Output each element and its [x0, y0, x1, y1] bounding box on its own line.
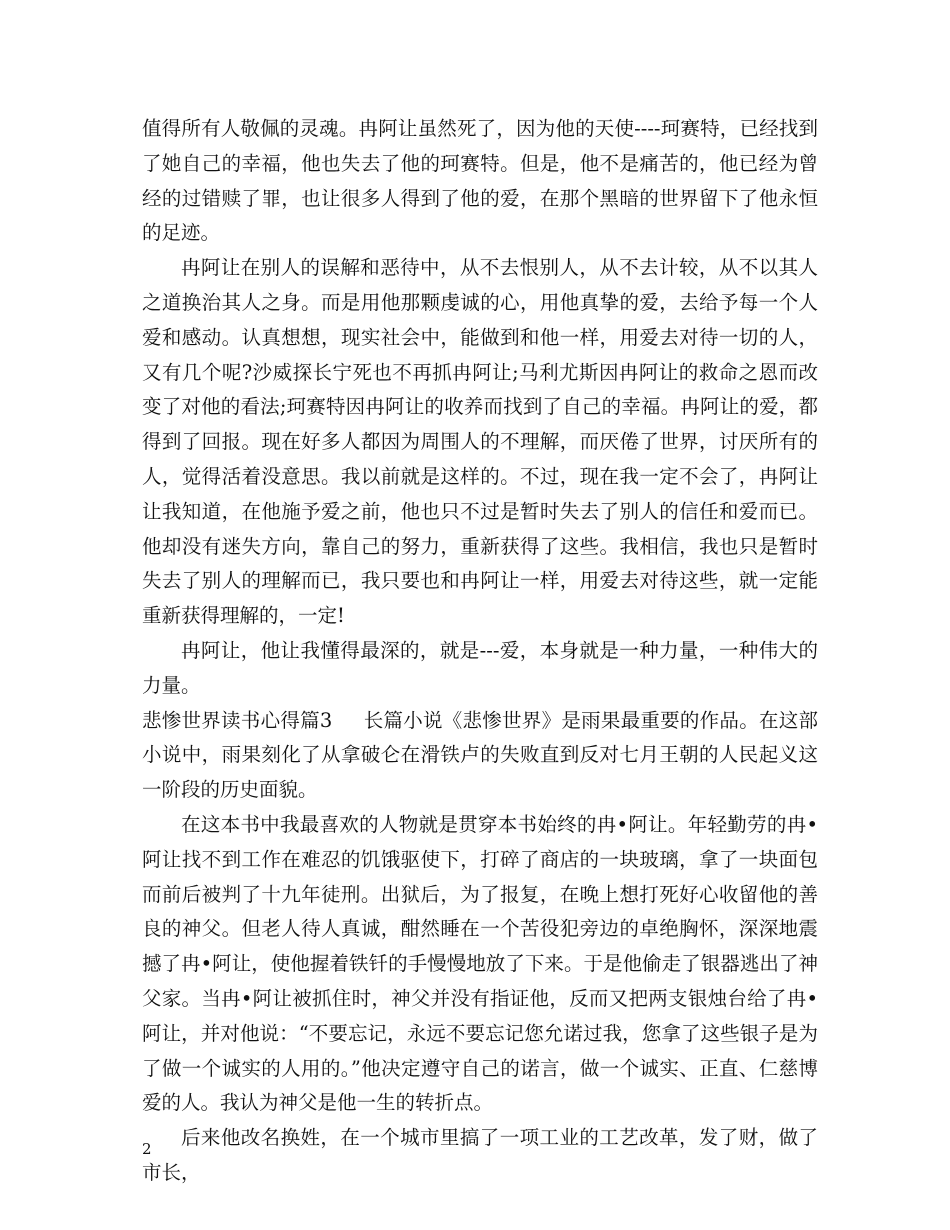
section-heading: 悲惨世界读书心得篇3 — [142, 708, 333, 732]
section-intro-text: 长篇小说《悲惨世界》是雨果最重要的作品。在这部小说中，雨果刻化了从拿破仑在滑铁卢的失败直到反对七月王朝的人民起义这一阶段的历史面貌。 — [142, 708, 818, 802]
paragraph-5: 后来他改名换姓，在一个城市里搞了一项工业的工艺改革，发了财，做了市长， — [142, 1126, 818, 1184]
section-3-paragraph — [142, 704, 818, 808]
paragraph-4: 在这本书中我最喜欢的人物就是贯穿本书始终的冉•阿让。年轻勤劳的冉•阿让找不到工作在难忍的饥饿驱使下，打碎了商店的一块玻璃，拿了一块面包而前后被判了十九年徒刑。出狱后，为了报复，在晚上想打死好心收留他的善良的神父。但老人待人真诚，酣然睡在一个苦役犯旁边的卓绝胸怀，深深地震撼了冉•阿让，使他握着铁钎的手慢慢地放了下来。于是他偷走了银器逃出了神父家。当冉•阿让被抓住时，神父并没有指证他，反而又把两支银烛台给了冉•阿让，并对他说：“不要忘记，永远不要忘记您允诺过我，您拿了这些银子是为了做一个诚实的人用的。”他决定遵守自己的诺言，做一个诚实、正直、仁慈博爱的人。我认为神父是他一生的转折点。 — [142, 812, 818, 1115]
paragraph-3: 冉阿让，他让我懂得最深的，就是---爱，本身就是一种力量，一种伟大的力量。 — [142, 638, 818, 697]
paragraph-1: 值得所有人敬佩的灵魂。冉阿让虽然死了，因为他的天使----珂赛特，已经找到了她自己的幸福，他也失去了他的珂赛特。但是，他不是痛苦的，他已经为曾经的过错赎了罪，也让很多人得到了他的爱，在那个黑暗的世界留下了他永恒的足迹。 — [142, 117, 818, 245]
document-body — [142, 112, 818, 1191]
page-number: 2 — [142, 1140, 152, 1158]
paragraph-2: 冉阿让在别人的误解和恶待中，从不去恨别人，从不去计较，从不以其人之道换治其人之身。而是用他那颗虔诚的心，用他真挚的爱，去给予每一个人爱和感动。认真想想，现实社会中，能做到和他一样，用爱去对待一切的人，又有几个呢?沙威探长宁死也不再抓冉阿让;马利尤斯因冉阿让的救命之恩而改变了对他的看法;珂赛特因冉阿让的收养而找到了自己的幸福。冉阿让的爱，都得到了回报。现在好多人都因为周围人的不理解，而厌倦了世界，讨厌所有的人，觉得活着没意思。我以前就是这样的。不过，现在我一定不会了，冉阿让让我知道，在他施予爱之前，他也只不过是暂时失去了别人的信任和爱而已。他却没有迷失方向，靠自己的努力，重新获得了这些。我相信，我也只是暂时失去了别人的理解而已，我只要也和冉阿让一样，用爱去对待这些，就一定能重新获得理解的，一定! — [142, 256, 818, 628]
